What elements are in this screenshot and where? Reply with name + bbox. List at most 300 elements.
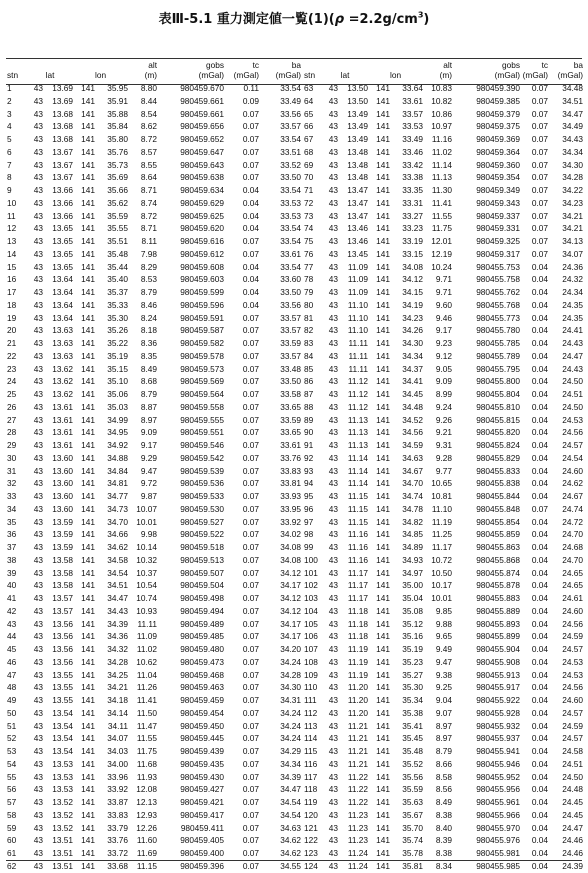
cell-tc: 0.04 [531, 644, 549, 654]
table-row [302, 681, 583, 694]
cell-lat-min: 13.54 [52, 707, 74, 718]
cell-lon-deg: 141 [81, 210, 96, 221]
cell-alt: 10.81 [431, 491, 453, 501]
table-row [302, 197, 583, 210]
cell-tc: 0.04 [531, 758, 549, 769]
cell-gobs: 980455.773 [476, 312, 521, 323]
cell-stn: 90 [304, 427, 314, 438]
cell-alt: 11.69 [136, 848, 158, 858]
cell-stn: 6 [7, 146, 12, 157]
col-header-lon: lon [389, 70, 402, 80]
cell-ba: 33.65 [280, 401, 302, 412]
cell-lat-min: 11.21 [347, 720, 369, 731]
cell-lon-min: 35.95 [107, 83, 129, 93]
cell-lon-min: 35.22 [107, 338, 129, 348]
cell-stn: 12 [7, 223, 17, 234]
cell-tc: 0.09 [242, 95, 260, 106]
cell-lon-min: 35.51 [107, 236, 129, 246]
cell-lat-min: 13.68 [52, 108, 74, 119]
cell-gobs: 980459.638 [180, 172, 225, 183]
cell-tc: 0.04 [531, 835, 549, 846]
cell-ba: 24.67 [562, 491, 584, 501]
cell-alt: 10.32 [136, 554, 158, 565]
cell-gobs: 980459.317 [476, 248, 521, 259]
table-row [302, 133, 583, 146]
table-row [302, 401, 583, 414]
cell-gobs: 980459.555 [180, 414, 225, 425]
cell-gobs: 980459.527 [180, 516, 225, 527]
cell-lon-min: 35.56 [402, 771, 424, 782]
cell-alt: 7.98 [140, 248, 158, 259]
cell-tc: 0.07 [242, 452, 260, 463]
cell-stn: 84 [304, 350, 314, 361]
col-header-stn: stn [7, 70, 19, 80]
cell-lat-min: 13.53 [52, 771, 74, 782]
cell-alt: 9.26 [435, 414, 453, 425]
cell-ba: 33.65 [280, 427, 302, 438]
cell-alt: 8.74 [140, 197, 158, 208]
cell-alt: 11.47 [136, 720, 158, 731]
cell-gobs: 980459.360 [476, 159, 521, 170]
table-row [302, 618, 583, 631]
table-row [302, 146, 583, 159]
cell-ba: 33.51 [280, 146, 302, 157]
cell-ba: 34.54 [280, 809, 302, 820]
cell-lat-deg: 43 [328, 465, 338, 476]
cell-lat-min: 13.56 [52, 644, 74, 654]
cell-lat-min: 13.56 [52, 618, 74, 629]
cell-stn: 108 [304, 656, 318, 667]
cell-lat-deg: 43 [328, 427, 338, 438]
cell-alt: 10.01 [431, 593, 453, 603]
cell-lon-deg: 141 [376, 185, 391, 195]
cell-stn: 78 [304, 274, 314, 285]
cell-stn: 44 [7, 631, 17, 642]
cell-lon-deg: 141 [81, 758, 96, 769]
cell-lon-min: 34.81 [107, 478, 129, 489]
cell-alt: 11.15 [136, 860, 158, 871]
cell-lat-min: 13.62 [52, 389, 74, 399]
table-row [302, 273, 583, 286]
cell-lat-deg: 43 [33, 822, 43, 833]
cell-lon-deg: 141 [376, 274, 391, 285]
cell-lat-deg: 43 [328, 631, 338, 642]
cell-alt: 8.97 [140, 414, 158, 425]
cell-ba: 33.83 [280, 465, 302, 476]
cell-alt: 11.16 [431, 134, 453, 144]
cell-stn: 61 [7, 848, 17, 858]
cell-lon-min: 33.35 [402, 185, 424, 195]
cell-ba: 24.60 [562, 605, 584, 616]
cell-gobs: 980455.780 [476, 325, 521, 336]
table-row [302, 286, 583, 299]
cell-lon-min: 34.92 [107, 440, 129, 450]
page-title [0, 8, 588, 27]
cell-ba: 33.50 [280, 376, 302, 387]
cell-tc: 0.07 [242, 146, 260, 157]
cell-lon-deg: 141 [376, 695, 391, 705]
cell-tc: 0.04 [531, 261, 549, 272]
table-header-row [302, 60, 583, 82]
cell-lon-deg: 141 [81, 159, 96, 170]
table-row [5, 554, 301, 567]
cell-lat-min: 11.24 [347, 860, 369, 871]
cell-tc: 0.07 [242, 172, 260, 183]
cell-stn: 80 [304, 299, 314, 310]
cell-tc: 0.07 [531, 134, 549, 144]
cell-lat-min: 13.54 [52, 746, 74, 756]
cell-stn: 10 [7, 197, 17, 208]
cell-alt: 8.97 [435, 733, 453, 744]
cell-gobs: 980459.599 [180, 287, 225, 297]
cell-lat-deg: 43 [328, 312, 338, 323]
cell-tc: 0.04 [531, 669, 549, 680]
cell-lon-min: 35.41 [402, 720, 424, 731]
cell-tc: 0.04 [531, 389, 549, 399]
cell-lat-deg: 43 [33, 771, 43, 782]
cell-lon-deg: 141 [376, 491, 391, 501]
cell-lat-min: 11.19 [347, 656, 369, 667]
cell-lon-deg: 141 [81, 771, 96, 782]
cell-lon-deg: 141 [81, 121, 96, 132]
cell-lat-deg: 43 [33, 121, 43, 132]
cell-tc: 0.04 [242, 299, 260, 310]
cell-stn: 4 [7, 121, 12, 132]
cell-tc: 0.04 [531, 287, 549, 297]
cell-lon-min: 33.72 [107, 848, 129, 858]
cell-ba: 34.24 [280, 733, 302, 744]
cell-tc: 0.07 [242, 401, 260, 412]
cell-lat-deg: 43 [33, 197, 43, 208]
cell-lon-deg: 141 [376, 618, 391, 629]
cell-lon-deg: 141 [376, 529, 391, 540]
table-row [302, 426, 583, 439]
cell-gobs: 980459.396 [180, 860, 225, 871]
cell-lon-deg: 141 [376, 197, 391, 208]
cell-lon-deg: 141 [81, 95, 96, 106]
cell-lat-deg: 43 [328, 95, 338, 106]
cell-tc: 0.04 [531, 414, 549, 425]
cell-lat-min: 11.09 [347, 287, 369, 297]
cell-lon-deg: 141 [81, 695, 96, 705]
cell-stn: 62 [7, 860, 17, 871]
table-row [302, 235, 583, 248]
cell-stn: 85 [304, 363, 314, 374]
cell-lat-deg: 43 [33, 83, 43, 93]
cell-lon-deg: 141 [376, 389, 391, 399]
cell-tc: 0.07 [242, 376, 260, 387]
table-header-row [5, 60, 301, 82]
cell-lon-min: 35.44 [107, 261, 129, 272]
cell-stn: 67 [304, 134, 314, 144]
cell-lat-min: 11.10 [347, 312, 369, 323]
cell-stn: 109 [304, 669, 318, 680]
cell-stn: 52 [7, 733, 17, 744]
cell-alt: 8.53 [140, 274, 158, 285]
cell-lat-min: 11.13 [347, 427, 369, 438]
cell-tc: 0.04 [531, 363, 549, 374]
cell-ba: 34.30 [280, 682, 302, 693]
cell-stn: 55 [7, 771, 17, 782]
cell-lon-min: 35.15 [107, 363, 129, 374]
cell-lon-deg: 141 [376, 159, 391, 170]
cell-lon-deg: 141 [81, 223, 96, 234]
cell-ba: 33.57 [280, 312, 302, 323]
cell-stn: 5 [7, 134, 12, 144]
cell-stn: 89 [304, 414, 314, 425]
cell-gobs: 980455.908 [476, 656, 521, 667]
table-row [5, 758, 301, 771]
cell-lon-min: 34.47 [107, 593, 129, 603]
cell-lat-deg: 43 [328, 223, 338, 234]
cell-tc: 0.04 [531, 580, 549, 591]
cell-lat-deg: 43 [33, 427, 43, 438]
col-header-stn: stn [304, 70, 316, 80]
cell-ba: 34.43 [562, 134, 584, 144]
cell-lon-min: 34.67 [402, 465, 424, 476]
cell-tc: 0.07 [242, 338, 260, 348]
cell-lon-min: 34.18 [107, 695, 129, 705]
cell-lat-min: 13.60 [52, 491, 74, 501]
cell-ba: 34.31 [280, 695, 302, 705]
cell-lon-deg: 141 [376, 733, 391, 744]
cell-ba: 33.54 [280, 134, 302, 144]
cell-lat-min: 13.63 [52, 338, 74, 348]
cell-stn: 101 [304, 567, 318, 578]
cell-lon-min: 34.39 [107, 618, 129, 629]
cell-ba: 24.57 [562, 707, 584, 718]
cell-lon-deg: 141 [81, 746, 96, 756]
cell-lon-min: 35.59 [402, 784, 424, 795]
table-row [302, 120, 583, 133]
cell-lon-deg: 141 [376, 210, 391, 221]
cell-lon-deg: 141 [81, 350, 96, 361]
cell-lat-min: 13.57 [52, 605, 74, 616]
cell-tc: 0.07 [531, 236, 549, 246]
cell-ba: 34.29 [280, 746, 302, 756]
cell-stn: 77 [304, 261, 314, 272]
cell-lat-deg: 43 [328, 593, 338, 603]
gravity-table-right [302, 60, 583, 873]
cell-tc: 0.04 [531, 350, 549, 361]
cell-lon-deg: 141 [81, 822, 96, 833]
cell-lat-deg: 43 [328, 644, 338, 654]
cell-tc: 0.04 [242, 185, 260, 195]
cell-ba: 24.68 [562, 542, 584, 552]
cell-lon-deg: 141 [81, 299, 96, 310]
cell-lat-min: 11.09 [347, 274, 369, 285]
cell-tc: 0.07 [242, 554, 260, 565]
cell-ba: 34.34 [280, 758, 302, 769]
cell-lat-deg: 43 [33, 159, 43, 170]
cell-gobs: 980459.652 [180, 134, 225, 144]
cell-lat-deg: 43 [328, 299, 338, 310]
cell-stn: 114 [304, 733, 318, 744]
cell-lon-deg: 141 [376, 83, 391, 93]
cell-gobs: 980455.917 [476, 682, 521, 693]
cell-gobs: 980459.364 [476, 146, 521, 157]
cell-stn: 2 [7, 95, 12, 106]
cell-stn: 45 [7, 644, 17, 654]
cell-alt: 11.14 [431, 159, 453, 170]
cell-lat-deg: 43 [328, 809, 338, 820]
cell-lon-deg: 141 [81, 860, 96, 871]
cell-lon-deg: 141 [376, 797, 391, 807]
cell-lat-deg: 43 [328, 682, 338, 693]
table-row [5, 184, 301, 197]
cell-stn: 11 [7, 210, 16, 221]
cell-lat-min: 13.66 [52, 185, 74, 195]
cell-tc: 0.07 [242, 542, 260, 552]
cell-lon-deg: 141 [81, 669, 96, 680]
cell-lon-deg: 141 [81, 363, 96, 374]
cell-tc: 0.04 [531, 631, 549, 642]
cell-lat-deg: 43 [328, 733, 338, 744]
cell-alt: 8.40 [435, 822, 453, 833]
cell-lon-deg: 141 [81, 172, 96, 183]
cell-alt: 12.13 [136, 797, 158, 807]
cell-gobs: 980459.546 [180, 440, 225, 450]
cell-lon-deg: 141 [81, 427, 96, 438]
cell-lat-min: 13.58 [52, 580, 74, 591]
cell-stn: 59 [7, 822, 17, 833]
cell-lat-deg: 43 [33, 835, 43, 846]
cell-alt: 10.54 [136, 580, 158, 591]
cell-stn: 94 [304, 478, 314, 489]
cell-lon-min: 35.66 [107, 185, 129, 195]
cell-ba: 24.70 [562, 554, 584, 565]
cell-lat-min: 11.18 [347, 605, 369, 616]
cell-gobs: 980455.829 [476, 452, 521, 463]
cell-lat-deg: 43 [328, 835, 338, 846]
cell-stn: 87 [304, 389, 314, 399]
cell-lon-min: 34.82 [402, 516, 424, 527]
cell-alt: 9.07 [435, 707, 453, 718]
cell-lon-deg: 141 [376, 172, 391, 183]
cell-lat-deg: 43 [328, 172, 338, 183]
cell-lon-min: 34.84 [107, 465, 129, 476]
cell-lon-min: 33.31 [402, 197, 424, 208]
cell-ba: 24.56 [562, 427, 584, 438]
cell-ba: 33.57 [280, 121, 302, 132]
cell-ba: 24.50 [562, 771, 584, 782]
cell-lat-min: 11.11 [348, 363, 369, 374]
cell-lon-deg: 141 [376, 312, 391, 323]
cell-alt: 12.08 [136, 784, 158, 795]
table-row [302, 694, 583, 707]
cell-stn: 71 [304, 185, 314, 195]
cell-lat-deg: 43 [328, 822, 338, 833]
cell-stn: 38 [7, 554, 17, 565]
cell-gobs: 980459.489 [180, 618, 225, 629]
cell-stn: 32 [7, 478, 17, 489]
cell-stn: 34 [7, 503, 17, 514]
cell-tc: 0.04 [531, 618, 549, 629]
cell-tc: 0.07 [242, 860, 260, 871]
cell-ba: 34.48 [562, 83, 584, 93]
cell-lon-deg: 141 [376, 605, 391, 616]
table-row [302, 388, 583, 401]
cell-lon-min: 35.30 [107, 312, 129, 323]
cell-lon-min: 35.91 [107, 95, 129, 106]
cell-ba: 33.57 [280, 325, 302, 336]
cell-gobs: 980459.411 [180, 822, 225, 833]
cell-lon-min: 35.45 [402, 733, 424, 744]
cell-lat-deg: 43 [328, 440, 338, 450]
cell-tc: 0.04 [531, 299, 549, 310]
cell-lat-min: 13.63 [52, 350, 74, 361]
cell-lat-deg: 43 [33, 542, 43, 552]
cell-lon-min: 34.51 [107, 580, 129, 591]
table-row [302, 299, 583, 312]
cell-lon-min: 35.48 [107, 248, 129, 259]
cell-lat-deg: 43 [33, 656, 43, 667]
cell-lat-deg: 43 [328, 287, 338, 297]
table-row [302, 452, 583, 465]
cell-lat-deg: 43 [33, 631, 43, 642]
table-row [5, 745, 301, 758]
cell-stn: 31 [7, 465, 17, 476]
cell-lon-min: 34.25 [107, 669, 129, 680]
cell-lat-min: 13.69 [52, 95, 74, 106]
cell-ba: 34.63 [280, 822, 302, 833]
cell-lon-deg: 141 [376, 478, 391, 489]
col-header-alt: alt (m) [144, 60, 158, 80]
cell-tc: 0.04 [242, 261, 260, 272]
cell-lon-deg: 141 [81, 440, 96, 450]
cell-lat-min: 11.11 [348, 350, 369, 361]
cell-stn: 88 [304, 401, 314, 412]
cell-ba: 33.59 [280, 338, 302, 348]
cell-tc: 0.07 [242, 631, 260, 642]
table-row [302, 592, 583, 605]
cell-ba: 24.51 [562, 389, 584, 399]
table-row [302, 783, 583, 796]
cell-alt: 9.29 [140, 452, 158, 463]
cell-lon-deg: 141 [376, 746, 391, 756]
table-row [5, 783, 301, 796]
col-header-gobs: gobs (mGal) [494, 60, 521, 80]
cell-lon-deg: 141 [81, 401, 96, 412]
cell-lon-deg: 141 [376, 848, 391, 858]
cell-ba: 34.08 [280, 554, 302, 565]
cell-lat-min: 13.50 [347, 83, 369, 93]
cell-lon-min: 35.12 [402, 618, 424, 629]
table-row [302, 541, 583, 554]
cell-stn: 13 [7, 236, 17, 246]
table-row [5, 235, 301, 248]
cell-lat-deg: 43 [328, 210, 338, 221]
table-row [5, 261, 301, 274]
cell-stn: 66 [304, 121, 314, 132]
cell-lon-min: 34.12 [402, 274, 424, 285]
cell-lat-min: 13.64 [52, 312, 74, 323]
table-row [5, 146, 301, 159]
cell-alt: 12.01 [431, 236, 453, 246]
cell-stn: 9 [7, 185, 12, 195]
cell-alt: 8.56 [435, 784, 453, 795]
cell-lon-deg: 141 [376, 452, 391, 463]
table-row [5, 401, 301, 414]
cell-lat-deg: 43 [33, 223, 43, 234]
table-row [5, 363, 301, 376]
cell-stn: 3 [7, 108, 12, 119]
cell-tc: 0.07 [242, 771, 260, 782]
cell-alt: 8.55 [140, 159, 158, 170]
cell-gobs: 980459.435 [180, 758, 225, 769]
cell-lat-deg: 43 [33, 720, 43, 731]
cell-ba: 33.54 [280, 223, 302, 234]
